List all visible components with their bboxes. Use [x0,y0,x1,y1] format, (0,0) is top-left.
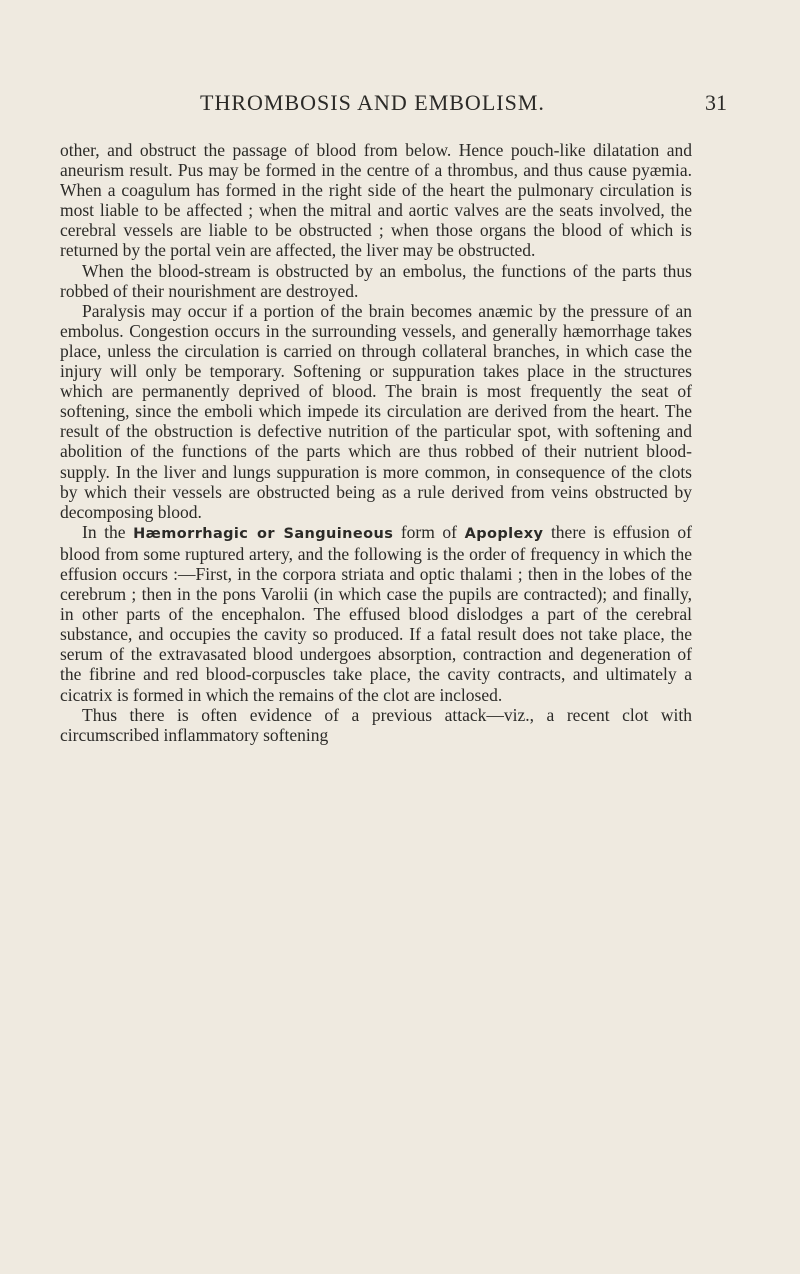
term-apoplexy: Apoplexy [464,525,544,542]
term-haemorrhagic: Hæmorrhagic or Sanguineous [133,525,394,542]
page-number: 31 [705,90,727,115]
body-text [60,140,692,745]
paragraph-text: form of [393,521,465,542]
paragraph-apoplexy [60,522,692,705]
paragraph: When the blood-stream is obstructed by an embolus, the functions of the parts thus robbed of their nourishment are destroyed. [60,260,692,301]
page-header [0,90,800,120]
paragraph-text: there is effusion of blood from some ruptured artery, and the following is the order of frequency in which the effusion occurs :—First, in the corpora striata and optic thalami ; then in the lobes of the cerebrum ; then in the pons Varolii (in which case the pupils are contracted); and finally, in other parts of the encephalon. The effused blood dislodges a part of the cerebral substance, and occupies the cavity so produced. If a fatal result does not take place, the serum of the extravasated blood undergoes absorption, contraction and degeneration of the fibrine and red blood-corpuscles take place, the cavity contracts, and ultimately a cicatrix is formed in which the remains of the clot are inclosed. [60,521,692,705]
running-head: THROMBOSIS AND EMBOLISM. [200,90,545,115]
paragraph-text: In the [82,521,134,542]
paragraph: Paralysis may occur if a portion of the brain becomes anæmic by the pressure of an embolus. Congestion occurs in the surrounding vessels, and generally hæmorrhage takes place, unless the circulation is carried on through collateral branches, in which case the injury will only be temporary. Softening or suppuration takes place in the structures which are permanently deprived of blood. The brain is most frequently the seat of softening, since the emboli which impede its circulation are derived from the heart. The result of the obstruction is defective nutrition of the particular spot, with softening and abolition of the functions of the parts which are thus robbed of their nutrient blood-supply. In the liver and lungs suppuration is more common, in consequence of the clots by which their vessels are obstructed being as a rule derived from veins obstructed by decomposing blood. [60,300,692,522]
paragraph: other, and obstruct the passage of blood from below. Hence pouch-like dilatation and aneurism result. Pus may be formed in the centre of a thrombus, and thus cause pyæmia. When a coagulum has formed in the right side of the heart the pulmonary circulation is most liable to be affected ; when the mitral and aortic valves are the seats involved, the cerebral vessels are liable to be obstructed ; when those organs the blood of which is returned by the portal vein are affected, the liver may be obstructed. [60,140,692,261]
paragraph: Thus there is often evidence of a previous attack—viz., a recent clot with circumscribed inflammatory softening [60,704,692,745]
